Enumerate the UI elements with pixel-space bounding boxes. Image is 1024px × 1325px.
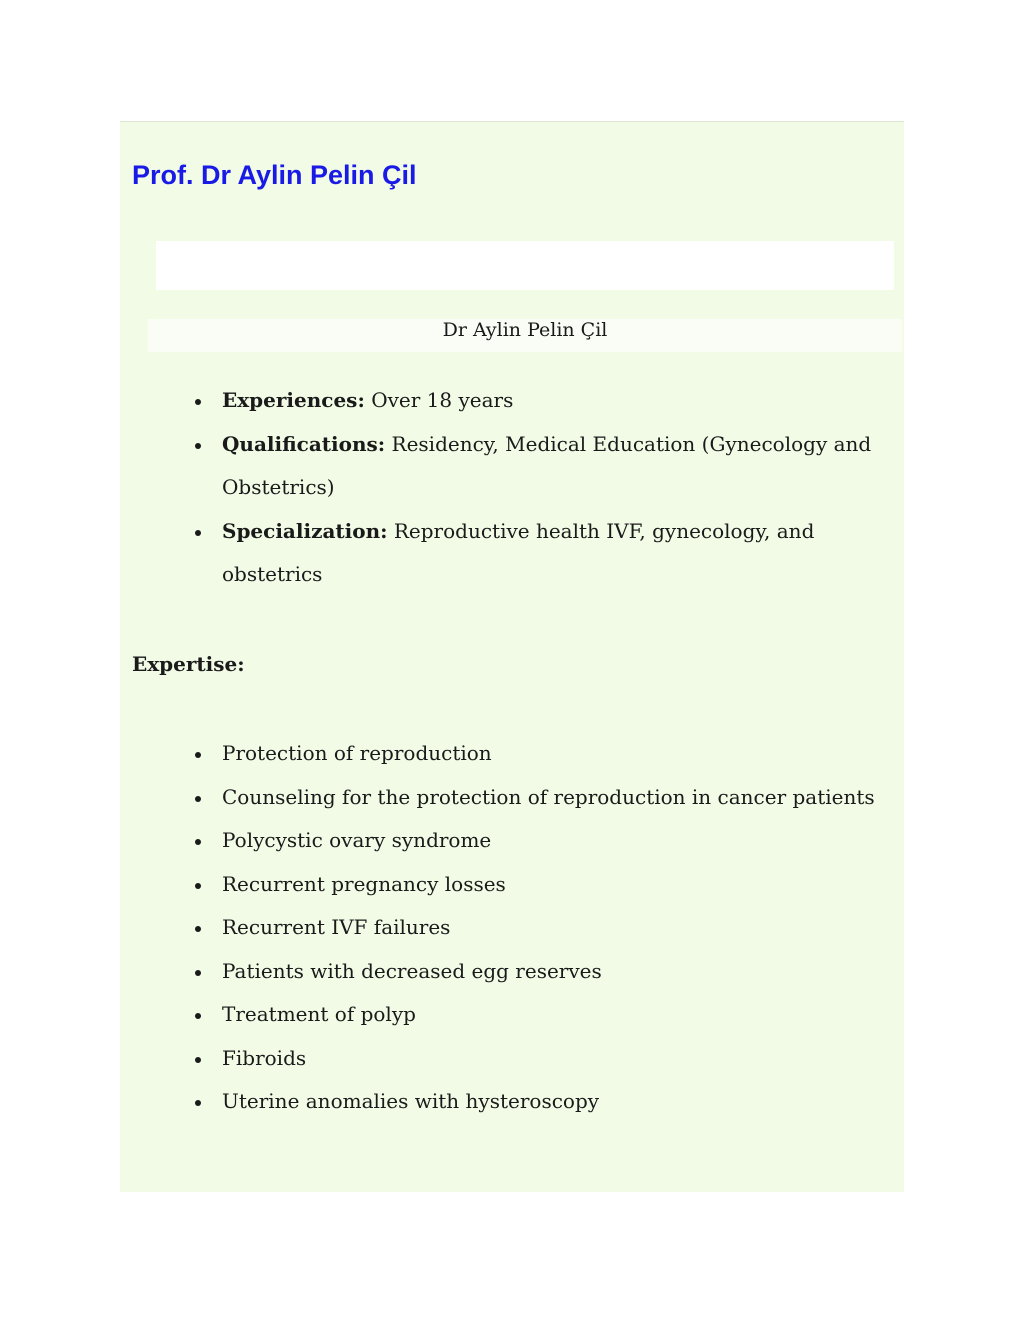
- list-item: Patients with decreased egg reserves: [192, 950, 892, 994]
- page-title: Prof. Dr Aylin Pelin Çil: [132, 160, 417, 190]
- doctor-photo: [156, 241, 894, 290]
- photo-caption: Dr Aylin Pelin Çil: [148, 319, 902, 352]
- expertise-list: [192, 732, 892, 1124]
- info-value: Residency, Medical Education (Gynecology and Obstetrics): [222, 431, 872, 499]
- info-item-experiences: [192, 379, 892, 423]
- list-item: Counseling for the protection of reproduction in cancer patients: [192, 776, 892, 820]
- info-label: Specialization:: [222, 518, 388, 543]
- info-label: Qualifications:: [222, 431, 386, 456]
- info-list: [192, 379, 892, 597]
- list-item: Recurrent pregnancy losses: [192, 863, 892, 907]
- info-item-specialization: [192, 510, 892, 597]
- info-value: Over 18 years: [371, 388, 514, 412]
- info-label: Experiences:: [222, 388, 365, 412]
- list-item: Recurrent IVF failures: [192, 906, 892, 950]
- list-item: Polycystic ovary syndrome: [192, 819, 892, 863]
- list-item: Protection of reproduction: [192, 732, 892, 776]
- expertise-heading: Expertise:: [132, 652, 245, 676]
- list-item: Uterine anomalies with hysteroscopy: [192, 1080, 892, 1124]
- list-item: Fibroids: [192, 1037, 892, 1081]
- info-item-qualifications: [192, 423, 892, 510]
- list-item: Treatment of polyp: [192, 993, 892, 1037]
- profile-card: [120, 121, 904, 1192]
- info-value: Reproductive health IVF, gynecology, and obstetrics: [222, 518, 815, 586]
